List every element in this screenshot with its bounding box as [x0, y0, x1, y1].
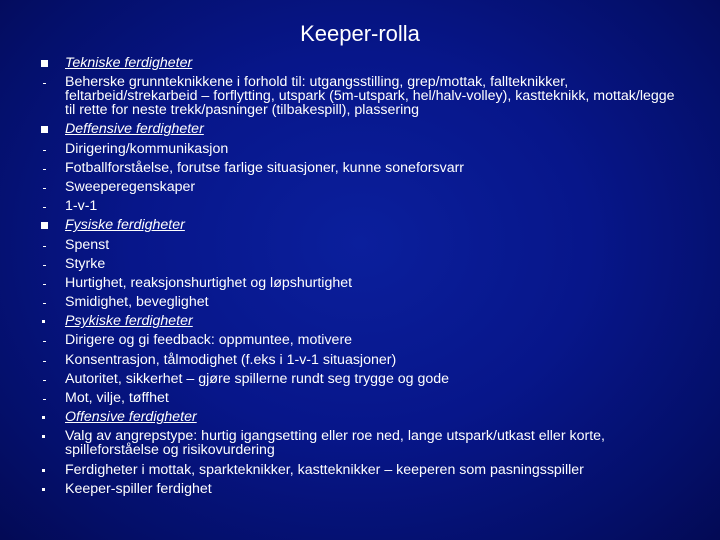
list-item — [0, 295, 720, 309]
list-item — [0, 482, 720, 496]
list-item-text: Styrke — [65, 255, 106, 272]
list-item-text: Sweeperegenskaper — [65, 178, 196, 195]
list-item-text: Beherske grunnteknikkene i forhold til: utgangsstilling, grep/mottak, fallteknikker, feltarbeid/strekarbeid – forflytting, utspark (5m-utspark, hel/halv-volley), kastteknikk, mottak/legge til rette for neste trekk/pasninger (tilbakespill), plassering — [65, 74, 675, 119]
dash-bullet-icon — [32, 142, 46, 156]
list-item-text: Autoritet, sikkerhet – gjøre spillerne rundt seg trygge og gode — [65, 370, 450, 387]
list-item-text: Valg av angrepstype: hurtig igangsetting eller roe ned, lange utspark/utkast eller korte, spilleforståelse og risikovurdering — [65, 428, 605, 459]
list-item — [0, 372, 720, 386]
list-item — [0, 75, 720, 117]
list-item-text: Dirigere og gi feedback: oppmuntee, motivere — [65, 332, 353, 349]
dot-bullet-icon — [32, 482, 46, 496]
section-heading: Psykiske ferdigheter — [65, 313, 193, 330]
list-item — [0, 353, 720, 367]
dot-bullet-icon — [32, 410, 46, 424]
list-item-text: Ferdigheter i mottak, sparkteknikker, kastteknikker – keeperen som pasningsspiller — [65, 461, 584, 478]
list-item — [0, 463, 720, 477]
dash-bullet-icon — [32, 180, 46, 194]
list-item — [0, 238, 720, 252]
list-item — [0, 180, 720, 194]
dash-bullet-icon — [32, 391, 46, 405]
dash-bullet-icon — [32, 161, 46, 175]
list-item-text: 1-v-1 — [65, 198, 98, 215]
list-item-text: Dirigering/kommunikasjon — [65, 140, 229, 157]
dot-bullet-icon — [32, 314, 46, 328]
dash-bullet-icon — [32, 333, 46, 347]
section-heading: Deffensive ferdigheter — [65, 121, 204, 138]
list-item-text: Keeper-spiller ferdighet — [65, 480, 212, 497]
dot-bullet-icon — [32, 463, 46, 477]
list-item — [0, 199, 720, 213]
section-heading: Fysiske ferdigheter — [65, 217, 185, 234]
square-bullet-icon — [32, 218, 46, 232]
list-item — [0, 391, 720, 405]
square-bullet-icon — [32, 122, 46, 136]
dash-bullet-icon — [32, 372, 46, 386]
list-item — [0, 122, 720, 136]
list-item — [0, 161, 720, 175]
dash-bullet-icon — [32, 238, 46, 252]
list-item — [0, 276, 720, 290]
dash-bullet-icon — [32, 199, 46, 213]
dash-bullet-icon — [32, 75, 46, 89]
list-item — [0, 410, 720, 424]
section-heading: Tekniske ferdigheter — [65, 55, 193, 71]
list-item — [0, 429, 720, 457]
list-item — [0, 56, 720, 70]
list-item-text: Mot, vilje, tøffhet — [65, 390, 169, 406]
dash-bullet-icon — [32, 295, 46, 309]
dash-bullet-icon — [32, 257, 46, 271]
list-item — [0, 333, 720, 347]
slide-title: Keeper-rolla — [300, 21, 420, 46]
list-item-text: Fotballforståelse, forutse farlige situasjoner, kunne soneforsvarr — [65, 159, 465, 176]
list-item — [0, 218, 720, 232]
list-item-text: Smidighet, beveglighet — [65, 294, 209, 311]
section-heading: Offensive ferdigheter — [65, 409, 197, 426]
bullet-list — [0, 56, 720, 501]
list-item — [0, 257, 720, 271]
list-item-text: Konsentrasjon, tålmodighet (f.eks i 1-v-1 situasjoner) — [65, 351, 397, 368]
list-item — [0, 314, 720, 328]
square-bullet-icon — [32, 56, 46, 70]
dash-bullet-icon — [32, 276, 46, 290]
dash-bullet-icon — [32, 353, 46, 367]
list-item-text: Spenst — [65, 236, 110, 253]
dot-bullet-icon — [32, 429, 46, 443]
list-item-text: Hurtighet, reaksjonshurtighet og løpshurtighet — [65, 274, 353, 291]
list-item — [0, 142, 720, 156]
